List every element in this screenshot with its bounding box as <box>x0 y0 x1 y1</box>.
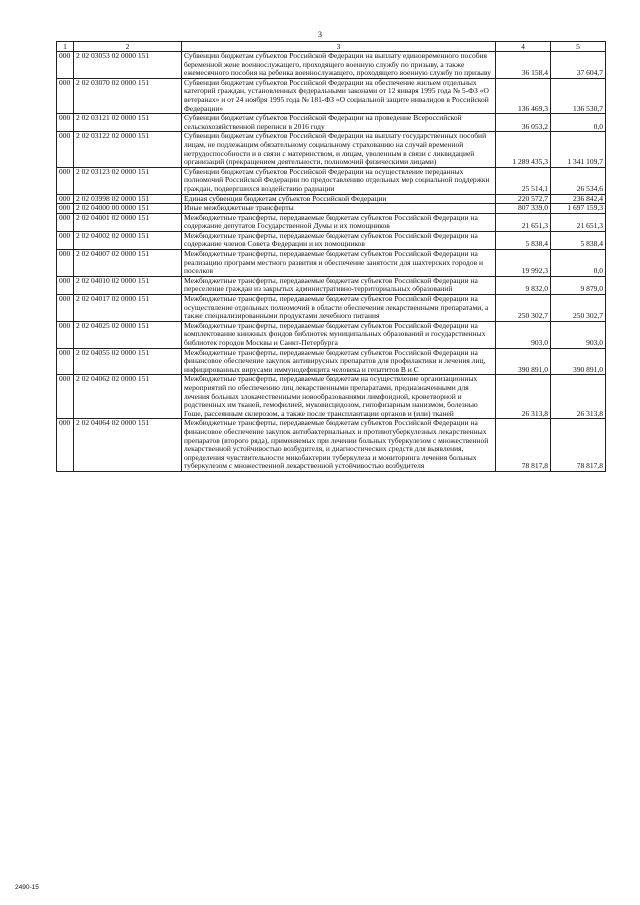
row-amount-year-2: 5 838,4 <box>551 231 606 249</box>
row-amount-year-1: 19 992,3 <box>496 250 551 277</box>
row-admin-code: 000 <box>57 78 74 113</box>
header-col-4: 4 <box>496 42 551 52</box>
row-description: Межбюджетные трансферты, передаваемые бюджетам субъектов Российской Федерации на комплектование книжных фондов библиотек муниципальных образований и государственных библиотек городов Москвы и Санкт-Петербурга <box>182 321 496 348</box>
row-description: Субвенции бюджетам субъектов Российской Федерации на проведение Всероссийской сельскохозяйственной переписи в 2016 году <box>182 114 496 132</box>
row-admin-code: 000 <box>57 132 74 167</box>
row-budget-code: 2 02 04010 02 0000 151 <box>74 276 182 294</box>
row-amount-year-2: 0,0 <box>551 114 606 132</box>
row-budget-code: 2 02 04017 02 0000 151 <box>74 295 182 322</box>
row-budget-code: 2 02 03053 02 0000 151 <box>74 52 182 79</box>
table-row <box>57 348 606 375</box>
header-col-1: 1 <box>57 42 74 52</box>
table-row <box>57 213 606 231</box>
row-amount-year-2: 250 302,7 <box>551 295 606 322</box>
table-row <box>57 375 606 419</box>
row-description: Субвенции бюджетам субъектов Российской Федерации на выплату государственных пособий лицам, не подлежащим обязательному социальному страхованию на случай временной нетрудоспособности и в связи с материнством, и лицам, уволенным в связи с ликвидацией организаций (прекращением деятельности, полномочий физическими лицами) <box>182 132 496 167</box>
header-col-3: 3 <box>182 42 496 52</box>
row-admin-code: 000 <box>57 375 74 419</box>
row-admin-code: 000 <box>57 52 74 79</box>
row-admin-code: 000 <box>57 114 74 132</box>
row-amount-year-2: 9 879,0 <box>551 276 606 294</box>
row-budget-code: 2 02 03998 02 0000 151 <box>74 194 182 204</box>
row-admin-code: 000 <box>57 276 74 294</box>
row-amount-year-1: 9 832,0 <box>496 276 551 294</box>
row-amount-year-1: 1 289 435,3 <box>496 132 551 167</box>
row-amount-year-1: 5 838,4 <box>496 231 551 249</box>
row-budget-code: 2 02 03070 02 0000 151 <box>74 78 182 113</box>
row-description: Межбюджетные трансферты, передаваемые бюджетам субъектов Российской Федерации на реализацию программ местного развития и обеспечение занятости для шахтерских городов и поселков <box>182 250 496 277</box>
row-amount-year-1: 807 339,0 <box>496 204 551 214</box>
row-budget-code: 2 02 03123 02 0000 151 <box>74 167 182 194</box>
row-budget-code: 2 02 04025 02 0000 151 <box>74 321 182 348</box>
row-description: Межбюджетные трансферты, передаваемые бюджетам субъектов Российской Федерации на финансовое обеспечение закупок антивирусных препаратов для профилактики и лечения лиц, инфицированных вирусами иммунодефицита человека и гепатитов B и C <box>182 348 496 375</box>
header-col-2: 2 <box>74 42 182 52</box>
table-row <box>57 321 606 348</box>
row-admin-code: 000 <box>57 194 74 204</box>
row-amount-year-2: 903,0 <box>551 321 606 348</box>
row-description: Межбюджетные трансферты, передаваемые бюджетам субъектов Российской Федерации на осуществление отдельных полномочий в области обеспечения лекарственными препаратами, а также специализированными продуктами лечебного питания <box>182 295 496 322</box>
budget-table <box>56 41 606 472</box>
row-budget-code: 2 02 03122 02 0000 151 <box>74 132 182 167</box>
table-row <box>57 78 606 113</box>
row-description: Иные межбюджетные трансферты <box>182 204 496 214</box>
row-description: Субвенции бюджетам субъектов Российской Федерации на осуществление переданных полномочий Российской Федерации по предоставлению отдельных мер социальной поддержки граждан, подвергшихся воздействию радиации <box>182 167 496 194</box>
row-amount-year-2: 78 817,8 <box>551 419 606 472</box>
header-col-5: 5 <box>551 42 606 52</box>
row-admin-code: 000 <box>57 419 74 472</box>
row-admin-code: 000 <box>57 231 74 249</box>
row-amount-year-1: 250 302,7 <box>496 295 551 322</box>
row-amount-year-2: 236 842,4 <box>551 194 606 204</box>
row-description: Межбюджетные трансферты, передаваемые бюджетам субъектов Российской Федерации на финансовое обеспечение закупок антибактериальных и противотуберкулезных лекарственных препаратов (второго ряда), применяемых при лечении больных туберкулезом с множественной лекарственной устойчивостью возбудителя, и диагностических средств для выявления, определения чувствительности микобактерии туберкулеза и мониторинга лечения больных туберкулезом с множественной лекарственной устойчивостью возбудителя <box>182 419 496 472</box>
row-description: Субвенции бюджетам субъектов Российской Федерации на обеспечение жильем отдельных категорий граждан, установленных федеральными законами от 12 января 1995 года № 5-ФЗ «О ветеранах» и от 24 ноября 1995 года № 181-ФЗ «О социальной защите инвалидов в Российской Федерации» <box>182 78 496 113</box>
table-row <box>57 276 606 294</box>
row-admin-code: 000 <box>57 167 74 194</box>
table-body <box>57 52 606 472</box>
row-budget-code: 2 02 04001 02 0000 151 <box>74 213 182 231</box>
table-row <box>57 167 606 194</box>
row-budget-code: 2 02 04000 00 0000 151 <box>74 204 182 214</box>
table-row <box>57 250 606 277</box>
row-description: Единая субвенция бюджетам субъектов Российской Федерации <box>182 194 496 204</box>
row-admin-code: 000 <box>57 295 74 322</box>
row-description: Межбюджетные трансферты, передаваемые бюджетам на осуществление организационных мероприятий по обеспечению лиц лекарственными препаратами, предназначенными для лечения больных злокачественными новообразованиями лимфоидной, кроветворной и родственных им тканей, гемофилией, муковисцидозом, гипофизарным нанизмом, болезнью Гоше, рассеянным склерозом, а также после трансплантации органов и (или) тканей <box>182 375 496 419</box>
row-amount-year-1: 903,0 <box>496 321 551 348</box>
page-number: 3 <box>318 30 322 39</box>
row-budget-code: 2 02 04055 02 0000 151 <box>74 348 182 375</box>
row-admin-code: 000 <box>57 204 74 214</box>
row-budget-code: 2 02 04064 02 0000 151 <box>74 419 182 472</box>
row-amount-year-2: 0,0 <box>551 250 606 277</box>
row-amount-year-1: 36 053,2 <box>496 114 551 132</box>
row-amount-year-1: 25 514,1 <box>496 167 551 194</box>
table-row <box>57 52 606 79</box>
row-description: Межбюджетные трансферты, передаваемые бюджетам субъектов Российской Федерации на переселение граждан из закрытых административно-территориальных образований <box>182 276 496 294</box>
row-amount-year-1: 78 817,8 <box>496 419 551 472</box>
row-amount-year-1: 390 891,0 <box>496 348 551 375</box>
row-admin-code: 000 <box>57 321 74 348</box>
footer-code: 2490-15 <box>15 884 39 891</box>
row-amount-year-2: 26 313,8 <box>551 375 606 419</box>
row-amount-year-2: 26 534,6 <box>551 167 606 194</box>
row-budget-code: 2 02 03121 02 0000 151 <box>74 114 182 132</box>
row-description: Субвенции бюджетам субъектов Российской Федерации на выплату единовременного пособия беременной жене военнослужащего, проходящего военную службу по призыву, а также ежемесячного пособия на ребенка военнослужащего, проходящего военную службу по призыву <box>182 52 496 79</box>
row-budget-code: 2 02 04062 02 0000 151 <box>74 375 182 419</box>
table-header-row <box>57 42 606 52</box>
table-row <box>57 204 606 214</box>
table-row <box>57 231 606 249</box>
row-amount-year-2: 37 604,7 <box>551 52 606 79</box>
table-row <box>57 114 606 132</box>
row-amount-year-1: 220 572,7 <box>496 194 551 204</box>
row-amount-year-2: 1 697 159,3 <box>551 204 606 214</box>
row-budget-code: 2 02 04007 02 0000 151 <box>74 250 182 277</box>
table-row <box>57 419 606 472</box>
row-amount-year-1: 36 158,4 <box>496 52 551 79</box>
table-row <box>57 132 606 167</box>
row-admin-code: 000 <box>57 213 74 231</box>
row-amount-year-2: 21 651,3 <box>551 213 606 231</box>
row-amount-year-1: 26 313,8 <box>496 375 551 419</box>
row-amount-year-2: 1 341 109,7 <box>551 132 606 167</box>
row-description: Межбюджетные трансферты, передаваемые бюджетам субъектов Российской Федерации на содержание членов Совета Федерации и их помощников <box>182 231 496 249</box>
row-amount-year-1: 136 469,3 <box>496 78 551 113</box>
row-description: Межбюджетные трансферты, передаваемые бюджетам субъектов Российской Федерации на содержание депутатов Государственной Думы и их помощников <box>182 213 496 231</box>
row-amount-year-1: 21 651,3 <box>496 213 551 231</box>
table-row <box>57 295 606 322</box>
row-amount-year-2: 390 891,0 <box>551 348 606 375</box>
row-admin-code: 000 <box>57 250 74 277</box>
row-budget-code: 2 02 04002 02 0000 151 <box>74 231 182 249</box>
row-admin-code: 000 <box>57 348 74 375</box>
row-amount-year-2: 136 530,7 <box>551 78 606 113</box>
